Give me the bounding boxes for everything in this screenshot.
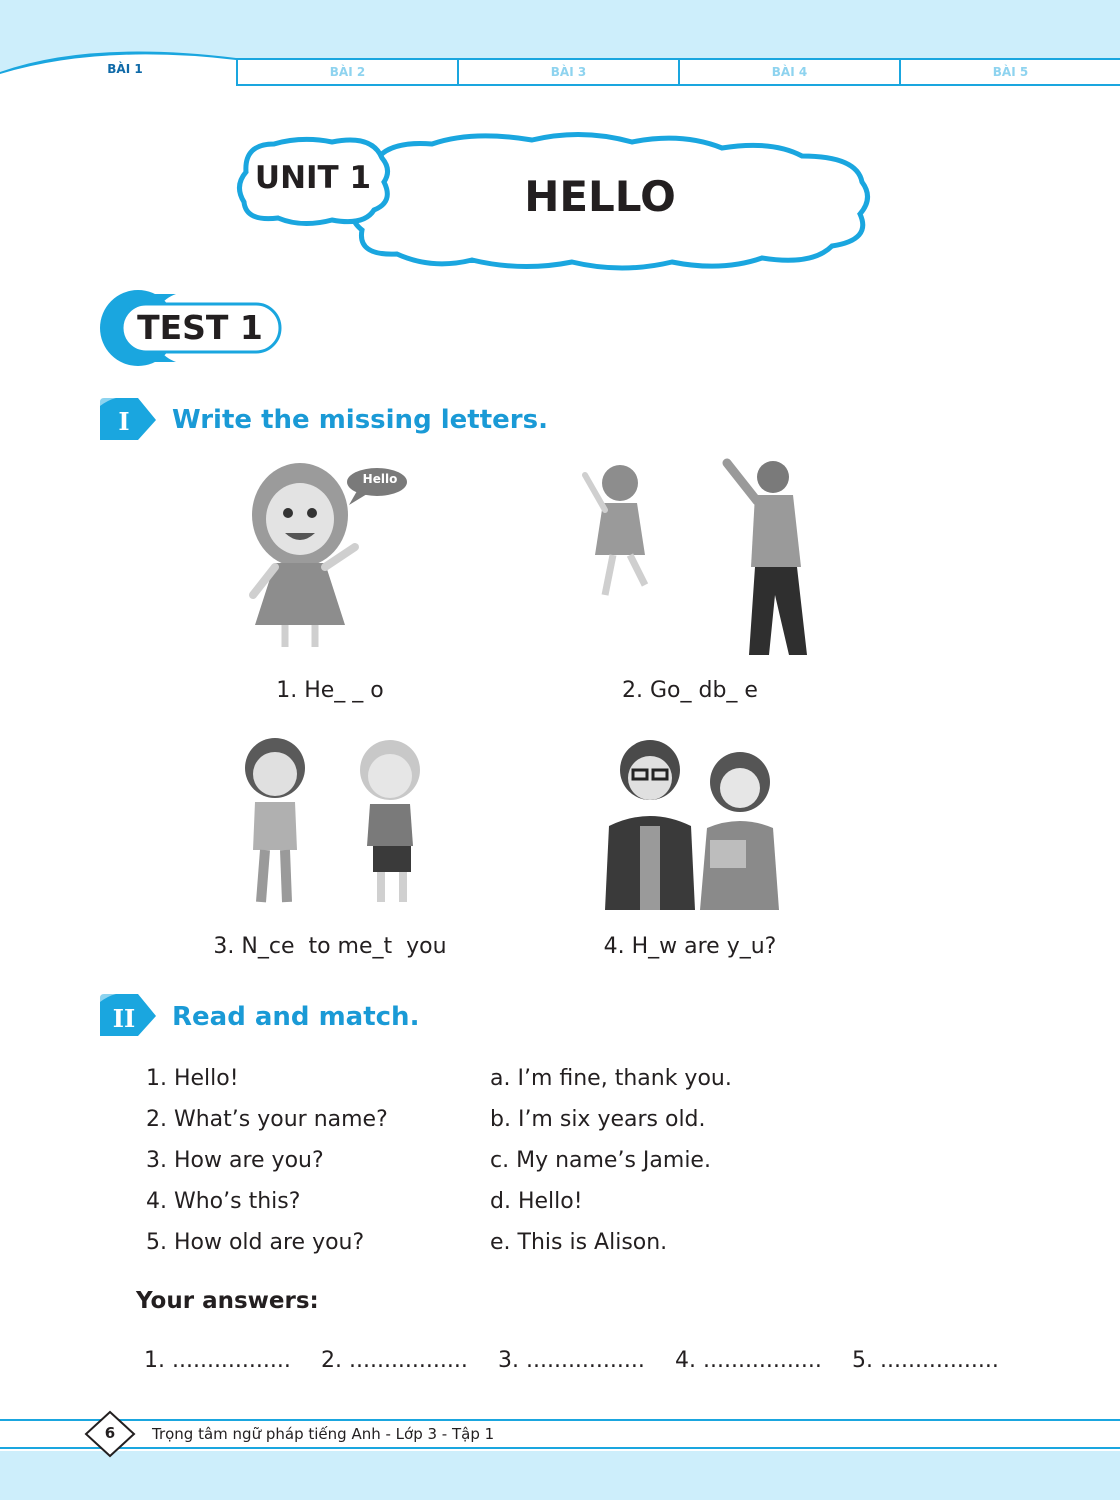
answer-item: e. This is Alison. xyxy=(490,1230,668,1255)
answer-item: d. Hello! xyxy=(490,1189,583,1214)
answer-blank-4[interactable]: 4. ................. xyxy=(675,1348,822,1373)
speech-bubble-text: Hello xyxy=(362,472,398,486)
goodbye-illustration xyxy=(575,455,815,665)
answers-column xyxy=(490,1058,732,1263)
question-item: 5. How old are you? xyxy=(146,1230,365,1255)
answer-item: a. I’m fine, thank you. xyxy=(490,1066,732,1091)
question-item: 3. How are you? xyxy=(146,1148,324,1173)
question-item: 1. Hello! xyxy=(146,1066,239,1091)
item-2-caption: 2. Go_ db_ e xyxy=(622,678,758,703)
section-2-number: II xyxy=(112,1004,136,1033)
answer-item: c. My name’s Jamie. xyxy=(490,1148,711,1173)
section-1-number: I xyxy=(118,407,130,436)
tab-bai-1[interactable]: BÀI 1 xyxy=(107,62,143,76)
test-label: TEST 1 xyxy=(137,308,263,347)
page-number: 6 xyxy=(104,1424,116,1442)
two-children-illustration xyxy=(225,730,435,910)
tab-bai-3[interactable]: BÀI 3 xyxy=(457,60,678,84)
tab-bai-2[interactable]: BÀI 2 xyxy=(236,60,457,84)
answer-item: b. I’m six years old. xyxy=(490,1107,706,1132)
unit-title: HELLO xyxy=(524,172,676,221)
tab-row xyxy=(236,58,1120,86)
questions-column xyxy=(146,1058,388,1263)
question-item: 4. Who’s this? xyxy=(146,1189,301,1214)
item-1-caption: 1. He_ _ o xyxy=(276,678,384,703)
answer-blank-5[interactable]: 5. ................. xyxy=(852,1348,999,1373)
item-4-caption: 4. H_w are y_u? xyxy=(603,934,777,959)
footer-band xyxy=(0,1451,1120,1500)
tab-bai-4[interactable]: BÀI 4 xyxy=(678,60,899,84)
answer-blank-3[interactable]: 3. ................. xyxy=(498,1348,645,1373)
section-2-title: Read and match. xyxy=(172,1002,420,1032)
item-3-caption: 3. N_ce to me_t you xyxy=(213,934,447,959)
unit-label: UNIT 1 xyxy=(254,160,372,196)
question-item: 2. What’s your name? xyxy=(146,1107,388,1132)
book-title: Trọng tâm ngữ pháp tiếng Anh - Lớp 3 - Tập 1 xyxy=(152,1425,495,1443)
teenagers-illustration xyxy=(595,730,785,910)
answer-blanks-row xyxy=(144,1348,1044,1373)
answer-blank-2[interactable]: 2. ................. xyxy=(321,1348,468,1373)
tab-bai-5[interactable]: BÀI 5 xyxy=(899,60,1120,84)
answer-blank-1[interactable]: 1. ................. xyxy=(144,1348,291,1373)
section-1-title: Write the missing letters. xyxy=(172,405,548,435)
your-answers-label: Your answers: xyxy=(136,1288,319,1314)
